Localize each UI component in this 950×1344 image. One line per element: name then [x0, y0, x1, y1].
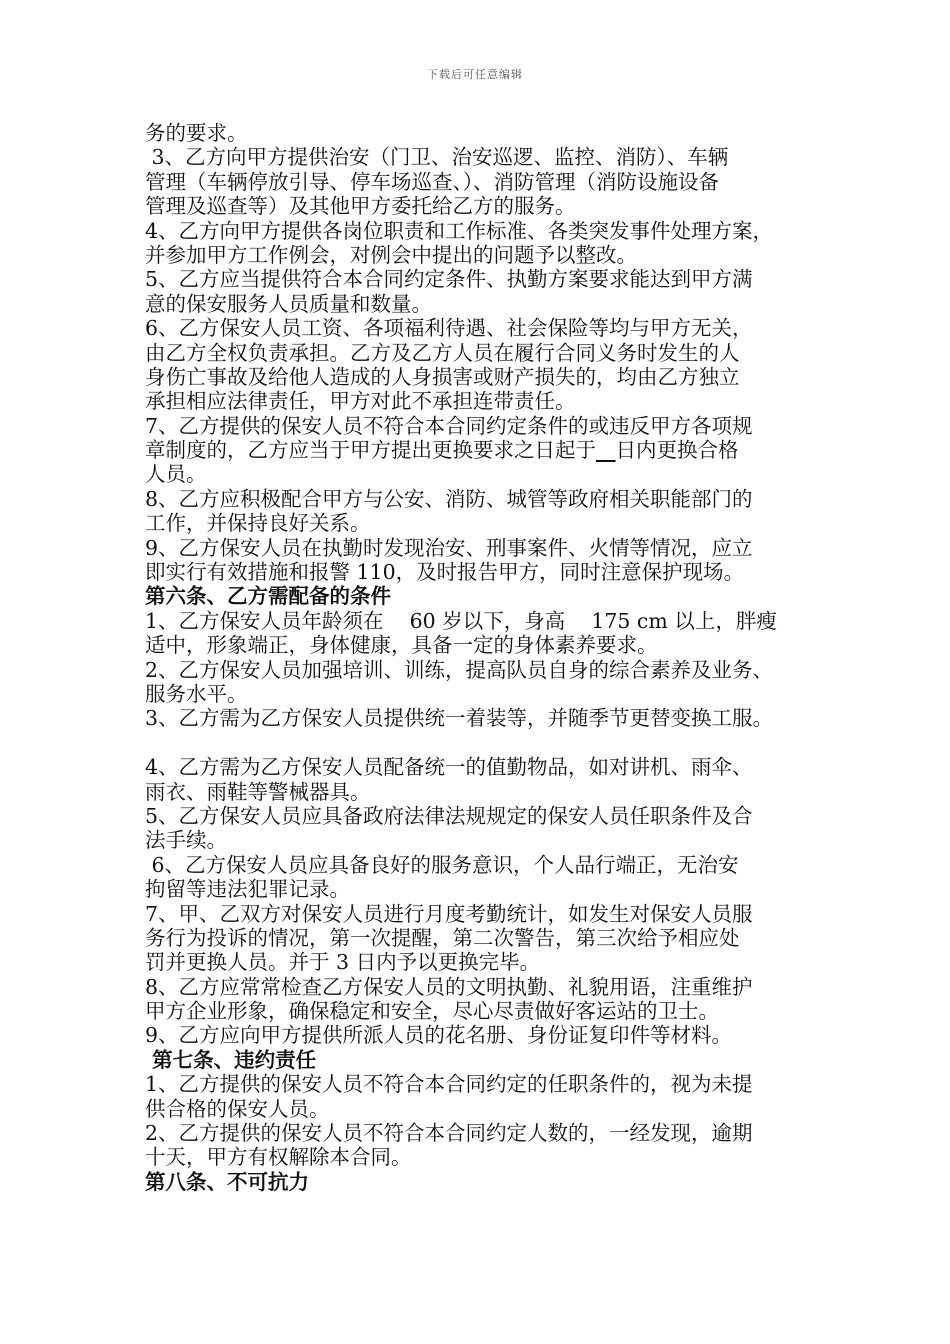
text-line: 务行为投诉的情况，第一次提醒，第二次警告，第三次给予相应处: [145, 925, 740, 950]
text-line: 意的保安服务人员质量和数量。: [145, 291, 432, 316]
section-heading: 第七条、违约责任: [145, 1047, 317, 1072]
text-line: 4、乙方向甲方提供各岗位职责和工作标准、各类突发事件处理方案，: [145, 218, 774, 243]
text-line: 1、乙方提供的保安人员不符合本合同约定的任职条件的，视为未提: [145, 1072, 753, 1097]
text-line: 供合格的保安人员。: [145, 1096, 330, 1121]
blank-line: [145, 731, 825, 755]
text-line: 管理（车辆停放引导、停车场巡查、）、消防管理（消防设施设备: [145, 169, 719, 194]
document-body: [145, 121, 825, 1194]
text-line: 即实行有效措施和报警 110，及时报告甲方，同时注意保护现场。: [145, 560, 745, 585]
section-heading: 第六条、乙方需配备的条件: [145, 584, 391, 609]
text-line: [145, 438, 825, 462]
text-line: 5、乙方应当提供符合本合同约定条件、执勤方案要求能达到甲方满: [145, 267, 753, 292]
section-heading: 第八条、不可抗力: [145, 1169, 309, 1194]
text-line: 罚并更换人员。并于 3 日内予以更换完毕。: [145, 950, 541, 975]
text-line: 承担相应法律责任，甲方对此不承担连带责任。: [145, 389, 576, 414]
text-line: 法手续。: [145, 828, 227, 853]
text-line: 身伤亡事故及给他人造成的人身损害或财产损失的，均由乙方独立: [145, 364, 740, 389]
text-line: 管理及巡查等）及其他甲方委托给乙方的服务。: [145, 194, 576, 219]
page-header-note: 下载后可任意编辑: [427, 68, 523, 81]
text-line: 拘留等违法犯罪记录。: [145, 877, 350, 902]
text-line: 9、乙方应向甲方提供所派人员的花名册、身份证复印件等材料。: [145, 1023, 733, 1048]
text-line: 7、乙方提供的保安人员不符合本合同约定条件的或违反甲方各项规: [145, 413, 753, 438]
text-line: 适中，形象端正，身体健康，具备一定的身体素养要求。: [145, 633, 658, 658]
text-line: 甲方企业形象，确保稳定和安全，尽心尽责做好客运站的卫士。: [145, 999, 719, 1024]
text-line: 十天，甲方有权解除本合同。: [145, 1145, 412, 1170]
text-line: 务的要求。: [145, 121, 248, 145]
text-line: 6、乙方保安人员工资、各项福利待遇、社会保险等均与甲方无关，: [145, 316, 753, 341]
text-line: 1、乙方保安人员年龄须在 60 岁以下，身高 175 cm 以上，胖瘦: [145, 608, 777, 633]
text-line: 由乙方全权负责承担。乙方及乙方人员在履行合同义务时发生的人: [145, 340, 740, 365]
text-line: 7、甲、乙双方对保安人员进行月度考勤统计，如发生对保安人员服: [145, 901, 753, 926]
text-segment: 章制度的，乙方应当于甲方提出更换要求之日起于: [145, 438, 596, 463]
fill-in-blank: [596, 438, 616, 462]
text-line: 服务水平。: [145, 681, 248, 706]
text-line: 并参加甲方工作例会，对例会中提出的问题予以整改。: [145, 242, 637, 267]
text-line: 人员。: [145, 462, 207, 487]
text-line: 9、乙方保安人员在执勤时发现治安、刑事案件、火情等情况，应立: [145, 535, 753, 560]
text-line: 2、乙方保安人员加强培训、训练，提高队员自身的综合素养及业务、: [145, 657, 774, 682]
text-line: 8、乙方应积极配合甲方与公安、消防、城管等政府相关职能部门的: [145, 486, 753, 511]
text-line: 5、乙方保安人员应具备政府法律法规规定的保安人员任职条件及合: [145, 803, 753, 828]
text-line: 工作，并保持良好关系。: [145, 511, 371, 536]
text-line: 6、乙方保安人员应具备良好的服务意识，个人品行端正，无治安: [145, 852, 739, 877]
text-line: 雨衣、雨鞋等警械器具。: [145, 779, 371, 804]
text-line: 4、乙方需为乙方保安人员配备统一的值勤物品，如对讲机、雨伞、: [145, 755, 753, 780]
text-line: 2、乙方提供的保安人员不符合本合同约定人数的，一经发现，逾期: [145, 1121, 753, 1146]
text-segment: 日内更换合格: [615, 438, 739, 463]
text-line: 3、乙方需为乙方保安人员提供统一着装等，并随季节更替变换工服。: [145, 706, 774, 731]
text-line: 3、乙方向甲方提供治安（门卫、治安巡逻、监控、消防）、车辆: [145, 145, 729, 170]
text-line: 8、乙方应常常检查乙方保安人员的文明执勤、礼貌用语，注重维护: [145, 974, 753, 999]
